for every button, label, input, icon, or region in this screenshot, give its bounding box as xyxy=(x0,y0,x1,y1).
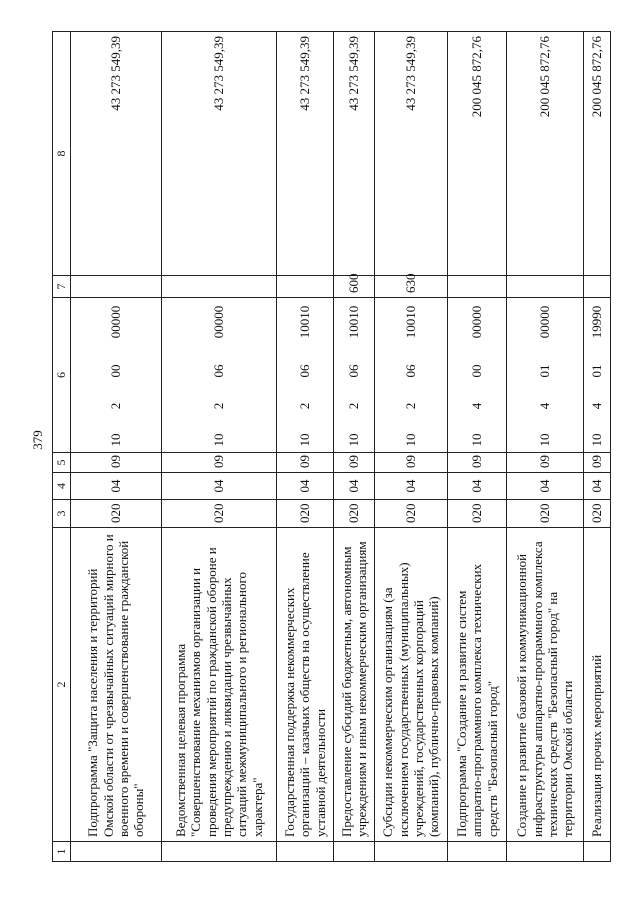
expense-type-cell xyxy=(277,276,334,298)
target-code-cell xyxy=(375,298,448,453)
amount-cell: 200 045 872,76 xyxy=(448,32,507,276)
code-segment: 10010 xyxy=(403,305,419,339)
code-segment: 10 xyxy=(469,433,485,447)
expense-type-cell: 630 xyxy=(375,276,448,298)
row-index-cell xyxy=(448,842,507,862)
code-segment: 10 xyxy=(589,433,605,447)
column-header: 8 xyxy=(53,32,71,276)
code-cell: 020 xyxy=(277,500,334,528)
code-segment: 06 xyxy=(346,364,362,378)
code-segment: 10 xyxy=(346,433,362,447)
row-name-cell: Ведомственная целевая программа "Совершенствование механизмов организации и проведения мероприятий по гражданской обороне и предупреждению и ликвидации чрезвычайных ситуаций межмуниципального и регионального характера" xyxy=(162,528,277,842)
row-index-cell xyxy=(277,842,334,862)
table-row xyxy=(162,32,277,862)
code-cell: 09 xyxy=(507,453,584,473)
target-code-cell xyxy=(448,298,507,453)
table-row xyxy=(448,32,507,862)
code-cell: 04 xyxy=(277,473,334,500)
code-segment: 4 xyxy=(537,402,553,410)
row-index-cell xyxy=(334,842,375,862)
code-segment: 00000 xyxy=(469,305,485,339)
amount-cell: 43 273 549,39 xyxy=(71,32,162,276)
row-index-cell xyxy=(71,842,162,862)
amount-cell: 43 273 549,39 xyxy=(277,32,334,276)
code-segment: 00000 xyxy=(537,305,553,339)
code-cell: 09 xyxy=(162,453,277,473)
row-index-cell xyxy=(375,842,448,862)
code-segment: 01 xyxy=(537,364,553,378)
column-header: 6 xyxy=(53,298,71,453)
code-cell: 04 xyxy=(375,473,448,500)
code-segment: 2 xyxy=(403,402,419,410)
code-segment: 10010 xyxy=(297,305,313,339)
code-cell: 020 xyxy=(507,500,584,528)
page-number: 379 xyxy=(30,430,45,450)
column-header: 7 xyxy=(53,276,71,298)
code-cell: 09 xyxy=(277,453,334,473)
code-cell: 09 xyxy=(375,453,448,473)
rotated-page-content xyxy=(52,32,615,862)
expense-type-cell xyxy=(507,276,584,298)
code-segment: 06 xyxy=(403,364,419,378)
code-cell: 020 xyxy=(375,500,448,528)
target-code-cell xyxy=(71,298,162,453)
row-name-cell: Реализация прочих мероприятий xyxy=(584,528,611,842)
code-segment: 00000 xyxy=(211,305,227,339)
row-name-cell: Государственная поддержка некоммерческих организаций – казачьих обществ на осуществление уставной деятельности xyxy=(277,528,334,842)
target-code-cell xyxy=(584,298,611,453)
column-header: 3 xyxy=(53,500,71,528)
row-name-cell: Создание и развитие базовой и коммуникационной инфраструктуры аппаратно-программного комплекса технических средств "Безопасный город" на территории Омской области xyxy=(507,528,584,842)
code-cell: 020 xyxy=(584,500,611,528)
code-segment: 00 xyxy=(469,364,485,378)
target-code-cell xyxy=(334,298,375,453)
expense-type-cell xyxy=(71,276,162,298)
row-index-cell xyxy=(507,842,584,862)
code-cell: 04 xyxy=(162,473,277,500)
code-cell: 04 xyxy=(584,473,611,500)
code-cell: 020 xyxy=(162,500,277,528)
column-header: 5 xyxy=(53,453,71,473)
code-cell: 09 xyxy=(584,453,611,473)
amount-cell: 200 045 872,76 xyxy=(507,32,584,276)
expense-type-cell xyxy=(584,276,611,298)
code-cell: 04 xyxy=(71,473,162,500)
target-code-cell xyxy=(162,298,277,453)
table-row xyxy=(584,32,611,862)
expense-type-cell xyxy=(448,276,507,298)
amount-cell: 43 273 549,39 xyxy=(375,32,448,276)
code-segment: 4 xyxy=(469,402,485,410)
code-segment: 19990 xyxy=(589,305,605,339)
code-segment: 4 xyxy=(589,402,605,410)
table-row xyxy=(71,32,162,862)
code-cell: 04 xyxy=(448,473,507,500)
amount-cell: 200 045 872,76 xyxy=(584,32,611,276)
code-cell: 020 xyxy=(334,500,375,528)
table-row xyxy=(507,32,584,862)
code-segment: 00000 xyxy=(108,305,124,339)
code-segment: 10010 xyxy=(346,305,362,339)
column-header: 2 xyxy=(53,528,71,842)
row-index-cell xyxy=(584,842,611,862)
code-segment: 10 xyxy=(108,433,124,447)
code-segment: 00 xyxy=(108,364,124,378)
expense-type-cell: 600 xyxy=(334,276,375,298)
code-segment: 10 xyxy=(297,433,313,447)
code-cell: 09 xyxy=(71,453,162,473)
code-segment: 06 xyxy=(297,364,313,378)
table-row xyxy=(277,32,334,862)
expense-type-cell xyxy=(162,276,277,298)
code-cell: 020 xyxy=(71,500,162,528)
column-header: 1 xyxy=(53,842,71,862)
target-code-cell xyxy=(507,298,584,453)
amount-cell: 43 273 549,39 xyxy=(334,32,375,276)
code-segment: 2 xyxy=(211,402,227,410)
row-name-cell: Субсидии некоммерческим организациям (за исключением государственных (муниципальных) учреждений, государственных корпораций (компаний), публично-правовых компаний) xyxy=(375,528,448,842)
table-header-row xyxy=(53,32,71,862)
code-cell: 09 xyxy=(448,453,507,473)
code-cell: 020 xyxy=(448,500,507,528)
code-cell: 04 xyxy=(507,473,584,500)
budget-table xyxy=(52,31,611,862)
row-name-cell: Подпрограмма "Защита населения и территорий Омской области от чрезвычайных ситуаций мирного и военного времени и совершенствование гражданской обороны" xyxy=(71,528,162,842)
table-row xyxy=(334,32,375,862)
code-segment: 06 xyxy=(211,364,227,378)
target-code-cell xyxy=(277,298,334,453)
code-segment: 10 xyxy=(537,433,553,447)
code-segment: 2 xyxy=(108,402,124,410)
code-cell: 04 xyxy=(334,473,375,500)
code-segment: 01 xyxy=(589,364,605,378)
code-cell: 09 xyxy=(334,453,375,473)
row-index-cell xyxy=(162,842,277,862)
table-row xyxy=(375,32,448,862)
row-name-cell: Предоставление субсидий бюджетным, автономным учреждениям и иным некоммерческим организациям xyxy=(334,528,375,842)
amount-cell: 43 273 549,39 xyxy=(162,32,277,276)
code-segment: 2 xyxy=(297,402,313,410)
column-header: 4 xyxy=(53,473,71,500)
code-segment: 10 xyxy=(403,433,419,447)
code-segment: 10 xyxy=(211,433,227,447)
code-segment: 2 xyxy=(346,402,362,410)
row-name-cell: Подпрограмма "Создание и развитие систем аппаратно-программного комплекса технических средств "Безопасный город" xyxy=(448,528,507,842)
